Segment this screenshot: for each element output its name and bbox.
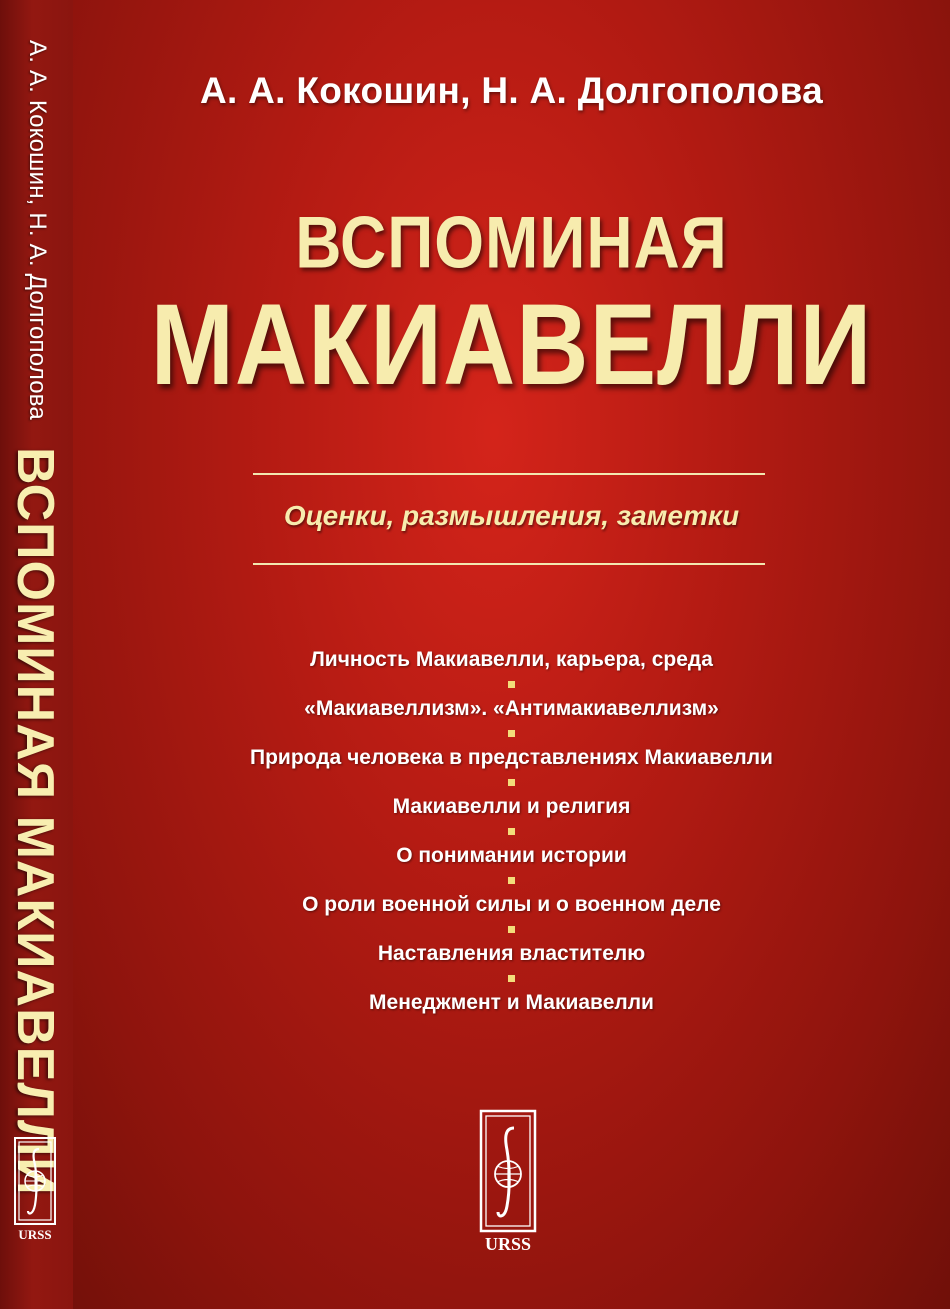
bullet-square [508, 926, 515, 933]
cover-publisher-logo [478, 1108, 538, 1253]
topic-item: Наставления властителю [377, 942, 646, 965]
book-spine [0, 0, 73, 1309]
bullet-square [508, 975, 515, 982]
topic-item: Макиавелли и религия [392, 795, 631, 818]
topic-item: О понимании истории [396, 844, 627, 867]
topics-list [73, 644, 950, 1019]
bullet-square [508, 877, 515, 884]
front-cover [73, 0, 950, 1309]
spine-publisher-name: URSS [18, 1227, 52, 1242]
bottom-divider-line [253, 563, 765, 565]
spine-title: ВСПОМИНАЯ МАКИАВЕЛЛИ [6, 447, 64, 1196]
bullet-square [508, 779, 515, 786]
topic-item: Личность Макиавелли, карьера, среда [310, 648, 713, 671]
topic-item: Менеджмент и Макиавелли [369, 991, 654, 1014]
cover-publisher-name: URSS [484, 1234, 532, 1253]
bullet-square [508, 828, 515, 835]
topic-item: Природа человека в представлениях Макиавелли [250, 746, 773, 769]
top-divider-line [253, 473, 765, 475]
cover-subtitle: Оценки, размышления, заметки [283, 500, 740, 531]
bullet-square [508, 681, 515, 688]
bullet-square [508, 730, 515, 737]
cover-authors: А. А. Кокошин, Н. А. Долгополова [199, 70, 824, 111]
topic-item: «Макиавеллизм». «Антимакиавеллизм» [304, 697, 719, 720]
cover-title-line1: ВСПОМИНАЯ [295, 200, 728, 284]
cover-title-line2: МАКИАВЕЛЛИ [150, 280, 873, 410]
topic-item: О роли военной силы и о военном деле [302, 893, 721, 916]
spine-publisher-logo [12, 1135, 58, 1243]
spine-authors: А. А. Кокошин, Н. А. Долгополова [24, 40, 51, 420]
